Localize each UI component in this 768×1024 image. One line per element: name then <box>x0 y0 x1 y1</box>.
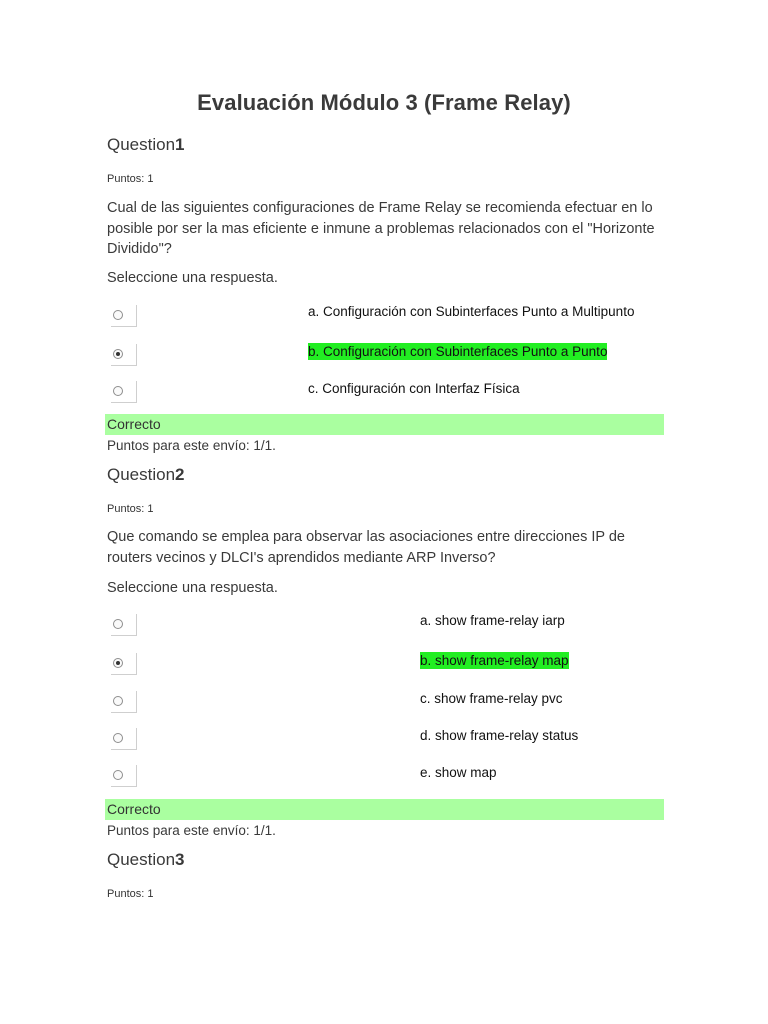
q2-option-d-radio[interactable] <box>111 728 137 750</box>
q2-option-c-radio[interactable] <box>111 691 137 713</box>
question-1-score: Puntos para este envío: 1/1. <box>107 438 276 453</box>
q2-option-a-radio[interactable] <box>111 614 137 636</box>
question-1-text: Cual de las siguientes configuraciones de Frame Relay se recomienda efectuar en lo posible por ser la mas eficiente e inmune a problemas relacionados con el "Horizonte Dividido"? <box>107 200 655 257</box>
question-3-heading <box>107 850 185 870</box>
question-2-prompt: Seleccione una respuesta. <box>107 580 278 596</box>
radio-unchecked-icon <box>113 770 123 780</box>
question-1-feedback: Correcto <box>105 414 664 435</box>
q2-option-c[interactable]: c. show frame-relay pvc <box>420 691 563 706</box>
radio-unchecked-icon <box>113 619 123 629</box>
question-2-feedback: Correcto <box>105 799 664 820</box>
radio-unchecked-icon <box>113 733 123 743</box>
q2-option-b[interactable]: b. show frame-relay map <box>420 653 569 668</box>
question-1-points: Puntos: 1 <box>107 173 154 185</box>
question-1-prompt: Seleccione una respuesta. <box>107 270 278 286</box>
page-title: Evaluación Módulo 3 (Frame Relay) <box>197 90 571 115</box>
q1-option-b[interactable]: b. Configuración con Subinterfaces Punto a Punto <box>308 344 608 359</box>
q1-option-a-radio[interactable] <box>111 305 137 327</box>
question-label: Question <box>107 850 176 869</box>
question-2-heading <box>107 465 185 485</box>
q2-option-d[interactable]: d. show frame-relay status <box>420 728 579 743</box>
question-label: Question <box>107 135 176 154</box>
question-number: 1 <box>175 135 185 154</box>
q2-option-b-radio[interactable] <box>111 653 137 675</box>
question-label: Question <box>107 465 176 484</box>
q2-option-e-radio[interactable] <box>111 765 137 787</box>
question-2-points: Puntos: 1 <box>107 503 154 515</box>
q2-option-e[interactable]: e. show map <box>420 765 497 780</box>
q1-option-b-radio[interactable] <box>111 344 137 366</box>
radio-unchecked-icon <box>113 310 123 320</box>
question-1-heading <box>107 135 185 155</box>
question-2-score: Puntos para este envío: 1/1. <box>107 823 276 838</box>
q1-option-c[interactable]: c. Configuración con Interfaz Física <box>308 381 520 396</box>
radio-unchecked-icon <box>113 386 123 396</box>
question-3-points: Puntos: 1 <box>107 888 154 900</box>
question-2-text: Que comando se emplea para observar las asociaciones entre direcciones IP de routers vecinos y DLCI's aprendidos mediante ARP Inverso? <box>107 529 625 566</box>
q2-option-a[interactable]: a. show frame-relay iarp <box>420 613 565 628</box>
q1-option-c-radio[interactable] <box>111 381 137 403</box>
radio-checked-icon <box>113 349 123 359</box>
radio-checked-icon <box>113 658 123 668</box>
question-number: 3 <box>175 850 185 869</box>
question-number: 2 <box>175 465 185 484</box>
q1-option-a[interactable]: a. Configuración con Subinterfaces Punto a Multipunto <box>308 304 635 319</box>
radio-unchecked-icon <box>113 696 123 706</box>
